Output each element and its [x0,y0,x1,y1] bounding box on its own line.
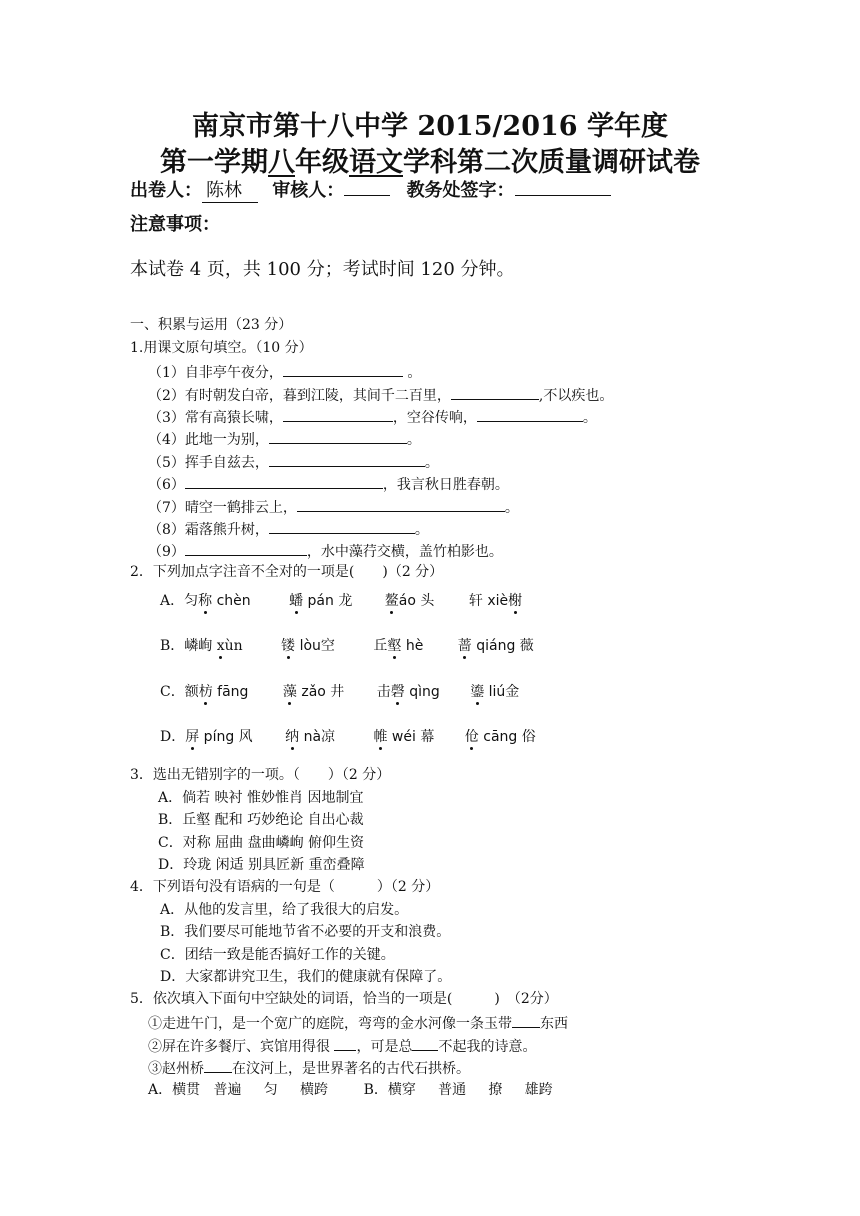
q2d-dotted-4: 伧 [464,729,479,745]
q1-item-2 [148,385,613,405]
title-subject: 语文 [349,147,403,178]
q2a-pinyin-2: pán 龙 [303,593,353,609]
q2b-pinyin-4: qiáng 薇 [471,638,534,654]
q5-s2-blank-a [334,1036,356,1051]
q2a-dotted-1: 称 [198,593,213,609]
q5-s2-mid: ，可是总 [356,1039,413,1055]
q5-s3-blank [204,1058,232,1073]
q2c-label: C．额 [160,684,199,700]
q1-item-6-text: ，我言秋日胜春朝。 [382,477,509,493]
reviewer-blank [344,195,390,196]
q2c-dotted-1: 枋 [198,684,213,700]
q3-option-c: C．对称 屈曲 盘曲嶙峋 俯仰生资 [158,835,365,851]
q3-stem: 3．选出无错别字的一项。（ ）（2 分） [130,767,391,783]
q1-item-9-blank [185,541,307,556]
q1-item-8-end: 。 [414,522,429,538]
q5-options: A．横贯 普遍 匀 横跨 B．横穿 普通 撩 雄跨 [148,1082,553,1098]
q1-item-7-blank [297,497,505,512]
q1-item-5-text: （5）挥手自兹去， [148,455,269,471]
q1-item-5-end: 。 [424,455,439,471]
q5-s1-blank [512,1013,540,1028]
q1-item-4 [148,429,421,449]
q2c-dotted-2: 藻 [282,684,297,700]
q2b-text-1: 嶙 [184,638,199,654]
q1-item-3-end: 。 [582,410,597,426]
office-label: 教务处签字： [406,180,515,201]
q1-item-3-mid: ，空谷传响， [392,410,477,426]
q1-item-9-label: （9） [148,544,185,560]
q1-item-7-end: 。 [504,500,519,516]
q2c-pinyin-2: zǎo 井 [296,684,345,700]
q1-item-1-blank [283,362,403,377]
q5-s2-blank-b [412,1036,438,1051]
q2a-dotted-4: 榭 [508,593,523,609]
q1-item-8-blank [269,519,415,534]
q5-sentence-2 [148,1036,536,1056]
title-part-c: 学科第二次质量调研试卷 [403,147,700,178]
q4-option-d: D．大家都讲究卫生，我们的健康就有保障了。 [160,969,452,985]
q5-s2-text: ②屏在许多餐厅、宾馆用得很 [148,1039,335,1055]
q5-s1-text: ①走进午门，是一个宽广的庭院，弯弯的金水河像一条玉带 [148,1016,512,1032]
q2b-dotted-4: 蔷 [457,638,472,654]
q2a-label: A．匀 [160,593,199,609]
q2c-dotted-4: 鎏 [470,684,485,700]
q2a-dotted-2: 蟠 [289,593,304,609]
q5-sentence-1 [148,1013,568,1033]
q3-option-d: D．玲珑 闲适 别具匠新 重峦叠障 [158,857,365,873]
notice-text: 本试卷 4 页，共 100 分；考试时间 120 分钟。 [130,259,515,280]
q2d-dotted-2: 纳 [285,729,300,745]
q2a-pinyin-1: chèn [212,593,251,609]
q1-item-2-blank [451,385,539,400]
q2-stem: 2．下列加点字注音不全对的一项是( )（2 分） [130,564,444,580]
q2c-text-3: 击 [376,684,391,700]
q2b-dotted-3: 壑 [387,638,402,654]
q2c-pinyin-3: qìng [404,684,440,700]
q1-item-5-blank [269,452,425,467]
q2b-dotted-1: 峋 xùn [198,638,243,654]
q1-item-1-text: （1）自非亭午夜分， [148,365,283,381]
q2-option-d [160,728,536,746]
q4-option-b: B．我们要尽可能地节省不必要的开支和浪费。 [160,924,451,940]
exam-meta-line [130,176,611,203]
q2a-pinyin-4: xiè [487,593,509,609]
title-part-a: 第一学期 [160,147,268,178]
q2d-dotted-3: 帷 [373,729,388,745]
q3-option-a: A．倘若 映衬 惟妙惟肖 因地制宜 [158,790,364,806]
q2b-label: B． [160,638,185,654]
q1-item-1-end: 。 [407,365,422,381]
q5-s3-end: 在汶河上，是世界著名的古代石拱桥。 [232,1061,470,1077]
q1-item-8-text: （8）霜落熊升树， [148,522,269,538]
q1-item-6-blank [185,474,383,489]
q1-item-3-text: （3）常有高猿长啸， [148,410,283,426]
q1-item-7-text: （7）晴空一鹤排云上， [148,500,297,516]
q2a-dotted-3: 鳌 [384,593,399,609]
q2b-pinyin-3: hè [401,638,424,654]
q2d-pinyin-1: píng 风 [199,729,253,745]
q3-option-b: B．丘壑 配和 巧妙绝论 自出心裁 [158,812,364,828]
section1-heading: 一、积累与运用（23 分） [130,317,293,333]
title-grade: 八 [268,147,295,178]
q1-item-6-label: （6） [148,477,185,493]
title-part-b: 年级 [295,147,349,178]
q4-option-a: A．从他的发言里，给了我很大的启发。 [160,902,409,918]
q2-option-b [160,637,534,655]
q1-item-5 [148,452,439,472]
q1-item-3-blank-a [283,407,393,422]
exam-title-line1: 南京市第十八中学 2015/2016 学年度 [192,111,668,142]
author-label: 出卷人： [130,180,202,201]
q1-item-7 [148,497,519,517]
q2b-dotted-2: 镂 [281,638,296,654]
q1-item-8 [148,519,429,539]
q1-item-3 [148,407,597,427]
q2d-dotted-1: 屏 [185,729,200,745]
notice-heading: 注意事项： [130,214,220,235]
q1-item-4-end: 。 [406,432,421,448]
q2d-label: D． [160,729,186,745]
q2-option-a [160,592,522,610]
q4-option-c: C．团结一致是能否搞好工作的关键。 [160,947,395,963]
q5-s3-text: ③赵州桥 [148,1061,204,1077]
q2c-pinyin-1: fāng [212,684,249,700]
q1-stem: 1.用课文原句填空。（10 分） [130,340,313,356]
q2a-pinyin-3: áo 头 [398,593,435,609]
q1-item-2-text: （2）有时朝发白帝，暮到江陵，其间千二百里， [148,388,451,404]
q2d-pinyin-4: cāng 俗 [478,729,536,745]
q4-stem: 4．下列语句没有语病的一句是（ ）（2 分） [130,879,440,895]
q2d-pinyin-3: wéi 幕 [387,729,435,745]
q1-item-1 [148,362,421,382]
q5-stem: 5．依次填入下面句中空缺处的词语，恰当的一项是( ) （2分） [130,991,558,1007]
q2c-dotted-3: 磬 [390,684,405,700]
q5-sentence-3 [148,1058,470,1078]
q5-s1-end: 东西 [540,1016,568,1032]
q2c-pinyin-4: liú金 [484,684,520,700]
q2-option-c [160,683,519,701]
q1-item-2-end: ,不以疾也。 [538,388,614,404]
q2a-text-4: 轩 [468,593,488,609]
q1-item-9 [148,541,503,561]
q2b-text-3: 丘 [373,638,388,654]
exam-title-line2 [0,140,860,179]
q2b-pinyin-2: lòu空 [295,638,335,654]
q1-item-4-blank [269,429,407,444]
q1-item-4-text: （4）此地一为别， [148,432,269,448]
author-name: 陈林 [202,176,258,203]
q1-item-3-blank-b [477,407,583,422]
office-signature-blank [515,195,611,196]
q1-item-6 [148,474,509,494]
reviewer-label: 审核人： [272,180,345,201]
q5-s2-end: 不起我的诗意。 [438,1039,537,1055]
q1-item-9-text: ，水中藻荇交横，盖竹柏影也。 [306,544,503,560]
q2d-pinyin-2: nà凉 [299,729,336,745]
